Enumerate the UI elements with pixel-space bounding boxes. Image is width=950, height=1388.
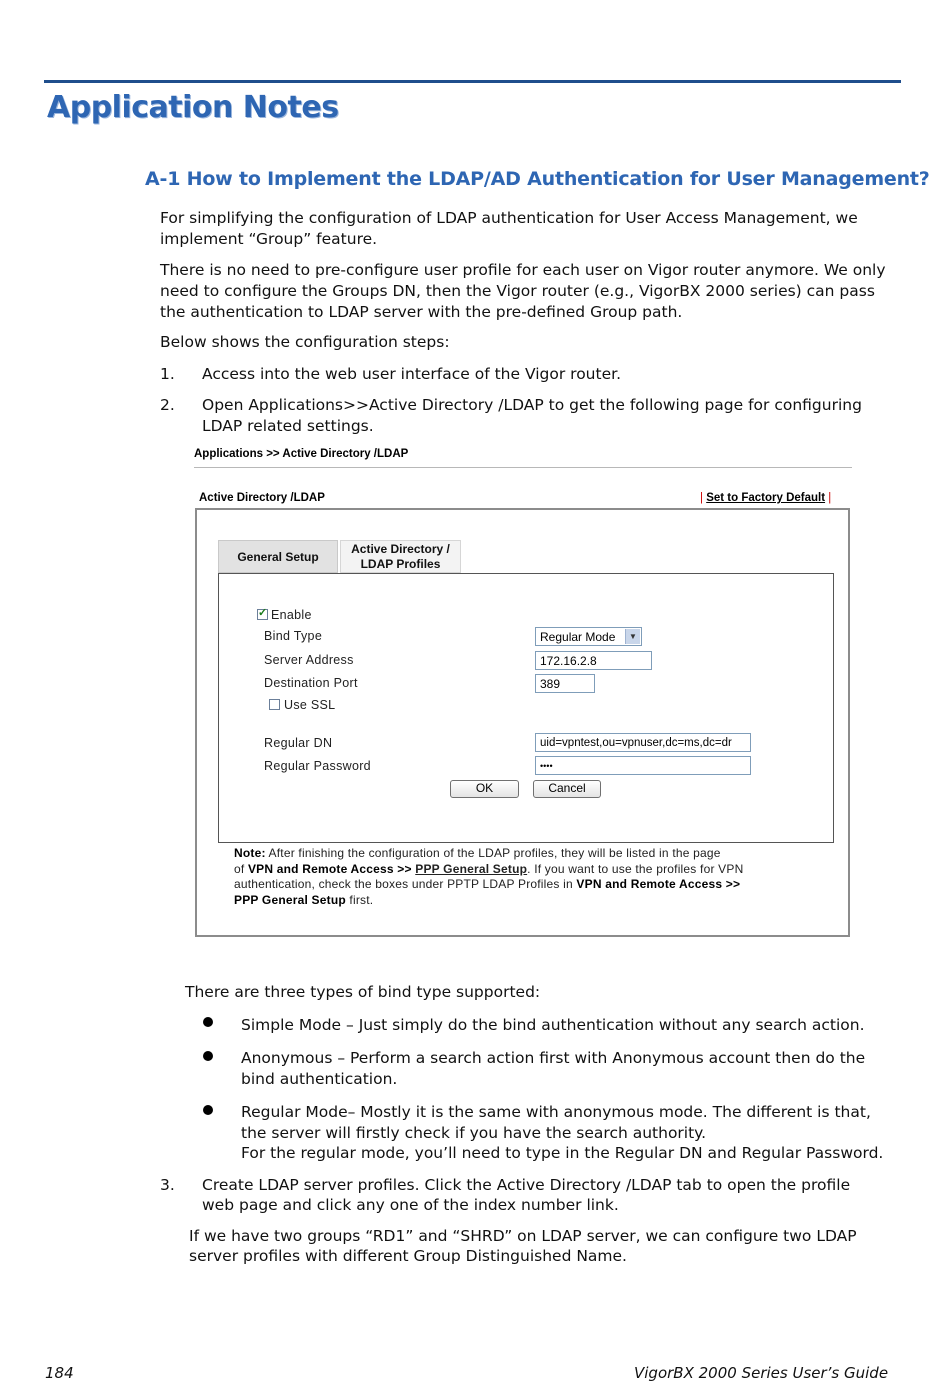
step-2-number: 2. <box>160 396 175 414</box>
guide-title: VigorBX 2000 Series User’s Guide <box>634 1364 889 1382</box>
note-line-3-b: VPN and Remote Access >> <box>576 877 741 891</box>
bullet-icon <box>203 1017 213 1027</box>
page-title: Application Notes <box>47 90 339 125</box>
regular-password-input[interactable]: •••• <box>535 756 751 775</box>
bind-anonymous-line-2: bind authentication. <box>241 1070 398 1088</box>
step-2-line-2: LDAP related settings. <box>202 417 374 435</box>
note-label: Note: <box>234 846 266 860</box>
bullet-icon <box>203 1051 213 1061</box>
destination-port-input[interactable]: 389 <box>535 674 595 693</box>
note-line-4-c: first. <box>345 892 374 907</box>
step-3-number: 3. <box>160 1176 175 1194</box>
paragraph-2-line-2: need to configure the Groups DN, then the Vigor router (e.g., VigorBX 2000 series) can pass <box>160 282 875 300</box>
cancel-button[interactable]: Cancel <box>533 780 601 798</box>
server-address-label: Server Address <box>264 653 354 667</box>
use-ssl-label: Use SSL <box>284 698 336 712</box>
header-rule <box>44 80 901 83</box>
page-number: 184 <box>45 1364 74 1382</box>
paragraph-1-line-2: implement “Group” feature. <box>160 230 378 248</box>
step-2-line-1: Open Applications>>Active Directory /LDAP to get the following page for configuring <box>202 396 862 414</box>
bind-types-intro: There are three types of bind type supported: <box>185 983 541 1001</box>
note-line-2-c: . If you want to use the profiles for VPN <box>527 861 744 876</box>
tab-general-setup[interactable] <box>218 540 338 573</box>
enable-checkbox[interactable] <box>257 609 268 620</box>
tab-general-setup-label: General Setup <box>237 549 319 564</box>
ppp-general-setup-link[interactable]: PPP General Setup <box>415 861 528 876</box>
breadcrumb-divider <box>194 467 852 468</box>
regular-dn-input[interactable]: uid=vpntest,ou=vpnuser,dc=ms,dc=dr <box>535 733 751 752</box>
paragraph-2-line-1: There is no need to pre-configure user profile for each user on Vigor router anymore. We only <box>160 261 886 279</box>
section-title: A-1 How to Implement the LDAP/AD Authentication for User Management? <box>145 168 930 190</box>
panel-title: Active Directory /LDAP <box>199 492 325 504</box>
tab-ldap-profiles-label-1: Active Directory / <box>351 542 450 556</box>
tab-ldap-profiles-label-2: LDAP Profiles <box>360 557 441 571</box>
step-3-line-1: Create LDAP server profiles. Click the Active Directory /LDAP tab to open the profile <box>202 1176 851 1194</box>
bullet-icon <box>203 1105 213 1115</box>
factory-default <box>700 492 831 504</box>
paragraph-1-line-1: For simplifying the configuration of LDAP authentication for User Access Management, we <box>160 209 858 227</box>
paragraph-4-line-1: If we have two groups “RD1” and “SHRD” on LDAP server, we can configure two LDAP <box>189 1227 857 1245</box>
bind-type-label: Bind Type <box>264 629 323 643</box>
note-text <box>234 846 824 908</box>
chevron-down-icon: ▼ <box>625 629 640 644</box>
step-1-number: 1. <box>160 365 175 383</box>
note-line-1: After finishing the configuration of the LDAP profiles, they will be listed in the page <box>265 846 721 860</box>
note-line-3-a: authentication, check the boxes under PPTP LDAP Profiles in <box>234 877 577 891</box>
paragraph-3: Below shows the configuration steps: <box>160 333 450 351</box>
tab-ldap-profiles[interactable] <box>340 540 461 573</box>
breadcrumb: Applications >> Active Directory /LDAP <box>194 448 409 460</box>
bind-regular-line-2: the server will firstly check if you have the search authority. <box>241 1124 707 1142</box>
factory-separator-end: | <box>828 492 832 504</box>
set-factory-default-link[interactable]: Set to Factory Default <box>706 492 826 504</box>
bind-type-select[interactable] <box>535 627 642 646</box>
note-line-4-b: PPP General Setup <box>234 892 346 907</box>
step-3-line-2: web page and click any one of the index number link. <box>202 1196 619 1214</box>
ok-button[interactable]: OK <box>450 780 519 798</box>
note-line-2-a: of <box>234 861 248 876</box>
server-address-input[interactable]: 172.16.2.8 <box>535 651 652 670</box>
bind-simple-mode: Simple Mode – Just simply do the bind authentication without any search action. <box>241 1016 865 1034</box>
bind-type-value: Regular Mode <box>540 630 616 644</box>
bind-anonymous-line-1: Anonymous – Perform a search action first with Anonymous account then do the <box>241 1049 866 1067</box>
note-line-2-b: VPN and Remote Access >> <box>247 861 416 876</box>
regular-password-label: Regular Password <box>264 759 371 773</box>
factory-separator: | <box>700 492 703 504</box>
bind-regular-line-1: Regular Mode– Mostly it is the same with anonymous mode. The different is that, <box>241 1103 871 1121</box>
paragraph-2-line-3: the authentication to LDAP server with the pre-defined Group path. <box>160 303 683 321</box>
regular-dn-label: Regular DN <box>264 736 333 750</box>
destination-port-label: Destination Port <box>264 676 358 690</box>
step-1-text: Access into the web user interface of the Vigor router. <box>202 365 621 383</box>
bind-regular-line-3: For the regular mode, you’ll need to type in the Regular DN and Regular Password. <box>241 1144 884 1162</box>
use-ssl-checkbox[interactable] <box>269 699 280 710</box>
enable-label: Enable <box>271 608 312 622</box>
paragraph-4-line-2: server profiles with different Group Distinguished Name. <box>189 1247 627 1265</box>
